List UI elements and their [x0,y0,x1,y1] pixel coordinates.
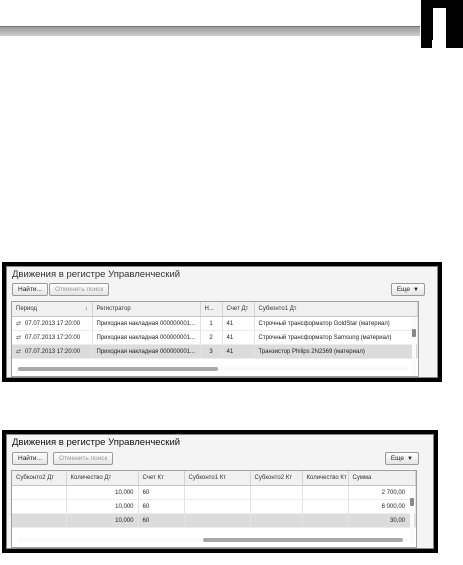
horizontal-scrollbar[interactable] [18,538,408,542]
table-header-row [12,471,416,486]
movement-icon: ⇄ [16,349,22,355]
cell-subconto1-dt: Транзистор Philips 2N2369 (материал) [254,345,418,359]
sort-down-icon: ↓ [84,306,88,312]
table-row[interactable] [12,500,416,514]
cell-account-kt: 60 [138,514,184,528]
column-header-sum[interactable]: Сумма [348,471,416,486]
cell-subconto2-dt [12,514,66,528]
scrollbar-thumb[interactable] [412,329,416,337]
cell-sum: 6 000,00 [348,500,416,514]
cell-subconto2-dt [12,486,66,500]
table-row[interactable] [12,486,416,500]
cell-line-number: 3 [200,345,222,359]
chevron-down-icon: ▼ [413,287,419,293]
movement-icon: ⇄ [16,321,22,327]
cell-line-number: 1 [200,317,222,331]
movements-table-1[interactable] [11,301,419,377]
chapter-tab-marker [421,0,463,48]
register-movements-window-2 [6,434,434,549]
cell-registrar: Приходная накладная 000000001... [92,345,200,359]
table-row[interactable] [12,317,418,331]
table-header-row [12,302,418,317]
cell-registrar: Приходная накладная 000000001... [92,317,200,331]
movements-table-2[interactable] [11,470,417,548]
cell-quantity-dt: 10,000 [66,486,138,500]
cell-subconto2-kt [250,500,302,514]
column-header-quantity-kt[interactable]: Количество Кт [302,471,348,486]
cell-subconto1-dt: Строчный трансформатор GoldStar (материал) [254,317,418,331]
more-button[interactable] [391,283,425,296]
cell-subconto1-kt [184,486,250,500]
cell-quantity-kt [302,500,348,514]
cell-quantity-kt [302,486,348,500]
cell-quantity-kt [302,514,348,528]
cell-account-kt: 60 [138,486,184,500]
scrollbar-thumb[interactable] [18,367,218,371]
more-button-label: Еще [390,455,405,462]
find-button[interactable]: Найти... [12,283,48,296]
chevron-down-icon: ▼ [407,456,413,462]
cancel-search-button[interactable]: Отменить поиск [53,452,113,465]
column-header-subconto1-kt[interactable]: Субконто1 Кт [184,471,250,486]
horizontal-scrollbar[interactable] [18,367,408,371]
column-header-registrar[interactable]: Регистратор [92,302,200,317]
movement-icon: ⇄ [16,335,22,341]
column-header-subconto2-kt[interactable]: Субконто2 Кт [250,471,302,486]
cell-quantity-dt: 10,000 [66,514,138,528]
cell-subconto2-kt [250,486,302,500]
find-button[interactable]: Найти... [12,452,48,465]
cell-subconto1-kt [184,500,250,514]
cell-account-kt: 60 [138,500,184,514]
cell-account-dt: 41 [222,331,254,345]
cell-subconto1-kt [184,514,250,528]
vertical-scrollbar[interactable] [410,486,414,544]
cell-registrar: Приходная накладная 000000001... [92,331,200,345]
column-header-account-kt[interactable]: Счет Кт [138,471,184,486]
cell-subconto1-dt: Строчный трансформатор Samsung (материал) [254,331,418,345]
cell-line-number: 2 [200,331,222,345]
more-button[interactable] [385,452,419,465]
page-header-rule [0,26,420,36]
screenshot-frame-1 [2,262,442,382]
scrollbar-thumb[interactable] [203,538,403,542]
vertical-scrollbar[interactable] [412,317,416,375]
column-header-account-dt[interactable]: Счет Дт [222,302,254,317]
column-header-line-number[interactable]: Н... [200,302,222,317]
register-movements-window-1 [6,266,438,378]
table-row[interactable] [12,331,418,345]
column-header-subconto2-dt[interactable]: Субконто2 Дт [12,471,66,486]
cancel-search-button[interactable]: Отменить поиск [49,283,109,296]
cell-subconto2-dt [12,500,66,514]
chapter-tab-bar [427,4,433,40]
cell-account-dt: 41 [222,317,254,331]
cell-sum: 2 700,00 [348,486,416,500]
more-button-label: Еще [396,286,411,293]
cell-account-dt: 41 [222,345,254,359]
column-header-subconto1-dt[interactable]: Субконто1 Дт [254,302,418,317]
window-title: Движения в регистре Управленческий [12,437,181,448]
cell-period: ⇄ 07.07.2013 17:20:00 [12,345,92,359]
scrollbar-thumb[interactable] [410,498,414,506]
cell-sum: 30,00 [348,514,416,528]
column-header-period[interactable]: Период ↓ [12,302,92,317]
cell-period: ⇄ 07.07.2013 17:20:00 [12,331,92,345]
screenshot-frame-2 [2,430,438,553]
chapter-tab-inner [432,8,446,48]
cell-subconto2-kt [250,514,302,528]
column-header-quantity-dt[interactable]: Количество Дт [66,471,138,486]
window-title: Движения в регистре Управленческий [12,269,181,280]
cell-period: ⇄ 07.07.2013 17:20:00 [12,317,92,331]
table-row-selected[interactable] [12,514,416,528]
cell-quantity-dt: 10,000 [66,500,138,514]
table-row-selected[interactable] [12,345,418,359]
